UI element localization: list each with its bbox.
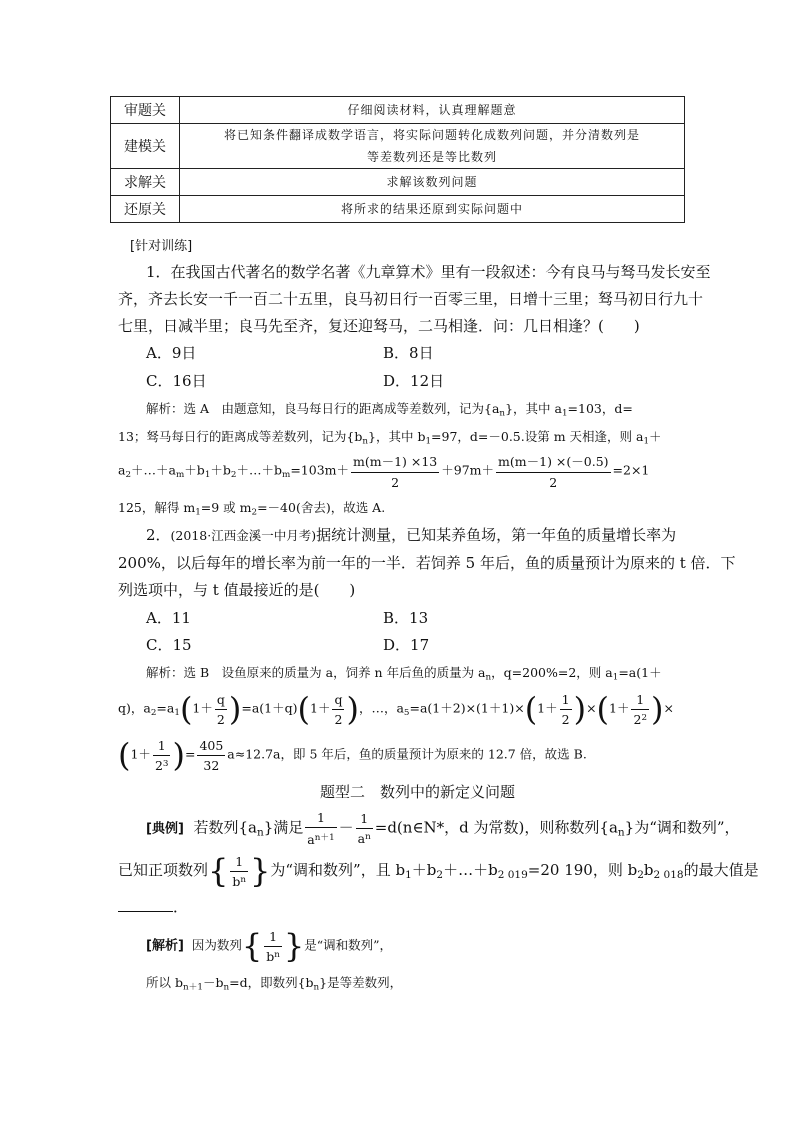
fraction: $\frac{q}{2}$ xyxy=(334,691,343,727)
fraction: $\frac{1}{2^3}$ xyxy=(154,737,169,773)
solution-label: [解析] xyxy=(146,938,184,954)
fraction: $\frac{1}{a^n}$ xyxy=(357,810,371,846)
fraction: $\frac{1}{b^n}$ xyxy=(232,853,247,889)
q2-source: (2018·江西金溪一中月考) xyxy=(170,528,317,543)
q1-line1: 1．在我国古代著名的数学名著《九章算术》里有一段叙述：今有良马与驽马发长安至 xyxy=(146,263,711,281)
q2-option-c: C．15 xyxy=(146,636,192,654)
q2-solution-line2: q)，$a_2=a_1(1+$ $\frac{q}{2}$ )=a(1＋q)(1＋ $\frac{q}{2}$ )，…，$a_5=a(1+2)\times(1+1)\times(1+$ $\frac{1}{2}$ )×(1＋ $\frac{1}{2^2}$ )× xyxy=(118,690,674,728)
q2-line1: 2．(2018·江西金溪一中月考)据统计测量，已知某养鱼场，第一年鱼的质量增长率为 xyxy=(146,526,677,544)
table-row xyxy=(111,196,685,223)
solution-line2: 所以 $b_{n+1}-b_n=d$，即数列$\{b_n\}$是等差数列， xyxy=(146,975,403,993)
row-text: 仔细阅读材料，认真理解题意 xyxy=(180,97,685,124)
table-row xyxy=(111,124,685,169)
q1-line2: 齐，齐去长安一千一百二十五里，良马初日行一百零三里，日增十三里；驽马初日行九十 xyxy=(118,290,704,308)
q2-line3: 列选项中，与 t 值最接近的是( ) xyxy=(118,581,356,599)
table-row xyxy=(111,169,685,196)
example-answer-blank: ． xyxy=(118,900,188,915)
row-text: 求解该数列问题 xyxy=(180,169,685,196)
fraction: $\frac{1}{2}$ xyxy=(561,691,570,727)
row-label: 建模关 xyxy=(111,124,180,169)
q2-solution-line1: 解析：选 B 设鱼原来的质量为 a，饲养 n 年后鱼的质量为 $a_n$，q=200%=2，则 $a_1=a(1+$ xyxy=(146,665,662,683)
row-label: 审题关 xyxy=(111,97,180,124)
steps-table xyxy=(110,96,685,223)
solution-line1: [解析] 因为数列{ $\frac{1}{b^n}$ }是“调和数列”， xyxy=(146,927,393,965)
fraction: $\frac{405}{32}$ xyxy=(199,737,224,773)
q1-solution-line1: 解析：选 A 由题意知，良马每日行的距离成等差数列，记为$\{a_n\}$，其中 $a_1=103$，d= xyxy=(146,401,633,419)
q2-option-a: A．11 xyxy=(146,609,191,627)
q1-solution-line3: $a_2+\dots+a_m+b_1+b_2+\dots+b_m=103m+$ $\frac{m(m-1) \times 13}{2}$ ＋97m＋ $\frac{m(m-1) \times(-0.5)}{2}$ =2×1 xyxy=(118,454,650,490)
q2-option-b: B．13 xyxy=(383,609,429,627)
section-title: 题型二 数列中的新定义问题 xyxy=(320,783,516,801)
fraction: $\frac{1}{2^2}$ xyxy=(633,691,648,727)
fraction: $\frac{m(m-1) \times 13}{2}$ xyxy=(353,454,438,490)
q2-option-d: D．17 xyxy=(383,636,430,654)
q1-option-c: C．16日 xyxy=(146,372,207,390)
fraction: $\frac{q}{2}$ xyxy=(216,691,225,727)
q1-line3: 七里，日减半里；良马先至齐，复还迎驽马，二马相逢．问：几日相逢？( ) xyxy=(118,317,640,335)
fraction: $\frac{m(m-1) \times(-0.5)}{2}$ xyxy=(498,454,609,490)
example-label: [典例] xyxy=(146,821,184,837)
q2-solution-line3: (1＋ $\frac{1}{2^3}$ )= $\frac{405}{32}$ a≈12.7a，即 5 年后，鱼的质量预计为原来的 12.7 倍，故选 B. xyxy=(118,736,587,774)
fraction: $\frac{1}{b^n}$ xyxy=(266,928,280,964)
row-text: 将已知条件翻译成数学语言，将实际问题转化成数列问题，并分清数列是等差数列还是等比数列 xyxy=(180,124,685,169)
q2-line2: 200%，以后每年的增长率为前一年的一半．若饲养 5 年后，鱼的质量预计为原来的 t 倍．下 xyxy=(118,554,736,572)
q1-solution-line2: 13；驽马每日行的距离成等差数列，记为$\{b_n\}$，其中 $b_1=97$，d=－0.5.设第 m 天相逢，则 $a_1+$ xyxy=(118,429,662,447)
answer-blank xyxy=(118,911,173,912)
q1-option-a: A．9日 xyxy=(146,344,197,362)
row-label: 还原关 xyxy=(111,196,180,223)
example-line2: 已知正项数列{ $\frac{1}{b^n}$ }为“调和数列”，且 $b_1+b_2+\dots+b_{2 019}=20$ 190，则 $b_2b_{2 018}$的最大值是 xyxy=(118,852,759,890)
q1-solution-line4: 125，解得 $m_1=9$ 或 $m_2=-40$(舍去)，故选 A. xyxy=(118,500,386,518)
row-text: 将所求的结果还原到实际问题中 xyxy=(180,196,685,223)
row-label: 求解关 xyxy=(111,169,180,196)
q1-option-b: B．8日 xyxy=(383,344,434,362)
fraction: $\frac{1}{a^{n+1}}$ xyxy=(307,810,335,847)
table-row xyxy=(111,97,685,124)
example-line1: [典例] 若数列$\{a_n\}$满足 $\frac{1}{a^{n+1}}$ － $\frac{1}{a^n}$ =d(n∈N*，d 为常数)，则称数列$\{a_n\}$为“调和数列”， xyxy=(146,810,740,847)
training-label: [针对训练] xyxy=(130,239,193,254)
q1-option-d: D．12日 xyxy=(383,372,445,390)
